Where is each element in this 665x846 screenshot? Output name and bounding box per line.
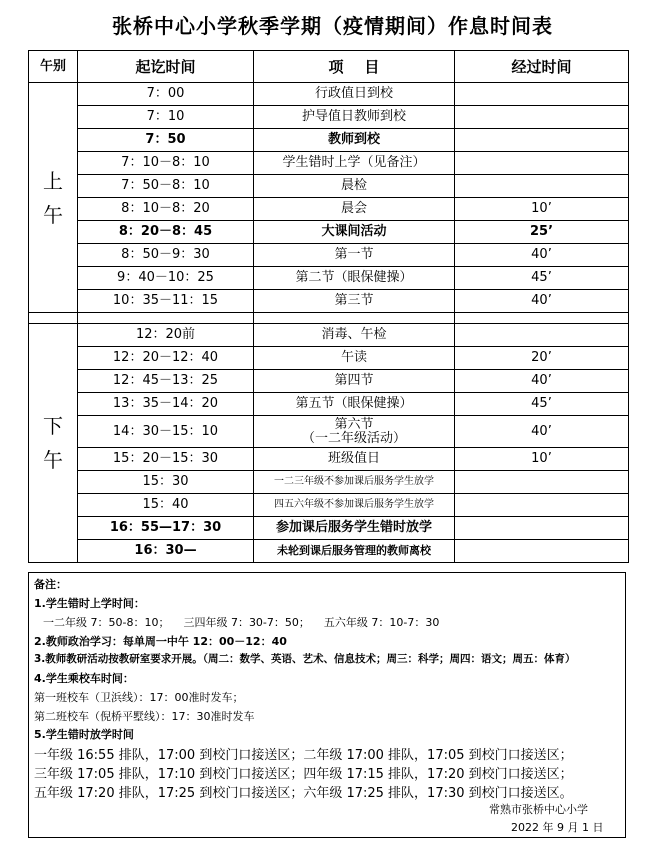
time-cell: 16：30— <box>78 540 254 563</box>
item-cell: 未轮到课后服务管理的教师离校 <box>254 540 455 563</box>
table-row <box>29 540 629 563</box>
item-cell: 午读 <box>254 347 455 370</box>
notes-heading: 备注： <box>34 578 67 591</box>
item-cell: 四五六年级不参加课后服务学生放学 <box>254 494 455 517</box>
time-cell: 7：50－8：10 <box>78 175 254 198</box>
duration-cell: 40’ <box>455 244 629 267</box>
header-row <box>29 51 629 83</box>
table-row <box>29 347 629 370</box>
item-cell: 班级值日 <box>254 448 455 471</box>
duration-cell <box>455 540 629 563</box>
time-cell: 8：20－8：45 <box>78 221 254 244</box>
afternoon-label-char: 午 <box>43 448 63 472</box>
time-cell: 8：50－9：30 <box>78 244 254 267</box>
item-cell: 一二三年级不参加课后服务学生放学 <box>254 471 455 494</box>
item-cell: 第二节（眼保健操） <box>254 267 455 290</box>
spacer-cell <box>29 313 78 324</box>
note-5-line1: 一年级 16:55 排队，17:00 到校门口接送区；二年级 17:00 排队，17:05 到校门口接送区； <box>34 748 573 763</box>
time-cell: 13：35－14：20 <box>78 393 254 416</box>
time-cell: 16：55—17：30 <box>78 517 254 540</box>
item-cell: 护导值日教师到校 <box>254 106 455 129</box>
duration-cell <box>455 517 629 540</box>
time-cell: 12：45－13：25 <box>78 370 254 393</box>
header-duration: 经过时间 <box>455 51 629 83</box>
time-cell: 15：20－15：30 <box>78 448 254 471</box>
duration-cell: 40’ <box>455 290 629 313</box>
note-2: 2.教师政治学习：每单周一中午 12：00－12：40 <box>34 635 287 648</box>
time-cell: 15：30 <box>78 471 254 494</box>
note-5-title: 5.学生错时放学时间 <box>34 728 134 741</box>
header-period: 午别 <box>29 51 78 83</box>
duration-cell <box>455 324 629 347</box>
table-row <box>29 290 629 313</box>
note-3: 3.教师教研活动按教研室要求开展。（周二：数学、英语、艺术、信息技术；周三：科学；周四：语文；周五：体育） <box>34 653 576 665</box>
duration-cell <box>455 129 629 152</box>
time-cell: 7：10－8：10 <box>78 152 254 175</box>
duration-cell: 10’ <box>455 448 629 471</box>
item-line: （一二年级活动） <box>301 430 406 446</box>
duration-cell <box>455 152 629 175</box>
time-cell: 10：35－11：15 <box>78 290 254 313</box>
item-cell: 晨检 <box>254 175 455 198</box>
table-row <box>29 324 629 347</box>
table-row <box>29 106 629 129</box>
time-cell: 9：40－10：25 <box>78 267 254 290</box>
duration-cell: 40’ <box>455 370 629 393</box>
duration-cell: 25’ <box>455 221 629 244</box>
note-1-title: 1.学生错时上学时间： <box>34 597 145 610</box>
item-cell: 参加课后服务学生错时放学 <box>254 517 455 540</box>
note-4-bus2: 第二班校车（倪桥平墅线）：17：30准时发车 <box>34 710 255 723</box>
duration-cell <box>455 83 629 106</box>
time-cell: 14：30－15：10 <box>78 416 254 448</box>
spacer-cell <box>455 313 629 324</box>
item-cell: 第一节 <box>254 244 455 267</box>
item-cell: 第三节 <box>254 290 455 313</box>
time-cell: 7：00 <box>78 83 254 106</box>
afternoon-label <box>29 324 78 563</box>
table-row <box>29 448 629 471</box>
table-row <box>29 370 629 393</box>
duration-cell <box>455 494 629 517</box>
morning-label <box>29 83 78 313</box>
time-cell: 12：20－12：40 <box>78 347 254 370</box>
table-row <box>29 517 629 540</box>
header-time: 起讫时间 <box>78 51 254 83</box>
duration-cell <box>455 471 629 494</box>
time-cell: 7：10 <box>78 106 254 129</box>
note-4-bus1: 第一班校车（卫浜线）：17：00准时发车； <box>34 691 244 704</box>
schedule-table <box>28 50 629 563</box>
duration-cell <box>455 106 629 129</box>
duration-cell: 20’ <box>455 347 629 370</box>
time-cell: 12：20前 <box>78 324 254 347</box>
item-cell: 第五节（眼保健操） <box>254 393 455 416</box>
duration-cell: 40’ <box>455 416 629 448</box>
signature: 常熟市张桥中心小学 <box>489 803 588 816</box>
table-row <box>29 83 629 106</box>
time-cell: 8：10－8：20 <box>78 198 254 221</box>
spacer-cell <box>78 313 254 324</box>
note-4-title: 4.学生乘校车时间： <box>34 672 134 685</box>
spacer-cell <box>254 313 455 324</box>
item-cell: 第四节 <box>254 370 455 393</box>
date: 2022 年 9 月 1 日 <box>511 821 604 834</box>
time-cell: 15：40 <box>78 494 254 517</box>
item-line: 第六节 <box>334 416 374 432</box>
item-cell: 晨会 <box>254 198 455 221</box>
time-cell: 7：50 <box>78 129 254 152</box>
note-5-line3: 五年级 17:20 排队，17:25 到校门口接送区；六年级 17:25 排队，17:30 到校门口接送区。 <box>34 786 573 801</box>
notes-section <box>28 572 626 838</box>
note-1-detail: 一二年级 7：50-8：10； 三四年级 7：30-7：50； 五六年级 7：10-7：30 <box>43 616 440 629</box>
morning-label-char: 上 <box>43 168 63 193</box>
page-title: 张桥中心小学秋季学期（疫情期间）作息时间表 <box>112 14 553 38</box>
morning-label-char: 午 <box>43 202 63 227</box>
duration-cell <box>455 175 629 198</box>
note-5-line2: 三年级 17:05 排队，17:10 到校门口接送区；四年级 17:15 排队，17:20 到校门口接送区； <box>34 767 573 782</box>
duration-cell: 45’ <box>455 393 629 416</box>
item-cell: 大课间活动 <box>254 221 455 244</box>
table-row <box>29 152 629 175</box>
afternoon-label-char: 下 <box>43 414 63 438</box>
item-cell: 行政值日到校 <box>254 83 455 106</box>
table-row <box>29 416 629 448</box>
table-row <box>29 267 629 290</box>
item-cell: 学生错时上学（见备注） <box>254 152 455 175</box>
duration-cell: 45’ <box>455 267 629 290</box>
header-item: 项 目 <box>254 51 455 83</box>
table-row <box>29 175 629 198</box>
duration-cell: 10’ <box>455 198 629 221</box>
item-cell: 教师到校 <box>254 129 455 152</box>
item-cell <box>254 416 455 448</box>
table-row <box>29 221 629 244</box>
table-row <box>29 244 629 267</box>
table-row <box>29 471 629 494</box>
table-row <box>29 129 629 152</box>
spacer-row <box>29 313 629 324</box>
table-row <box>29 494 629 517</box>
item-cell: 消毒、午检 <box>254 324 455 347</box>
table-row <box>29 393 629 416</box>
table-row <box>29 198 629 221</box>
